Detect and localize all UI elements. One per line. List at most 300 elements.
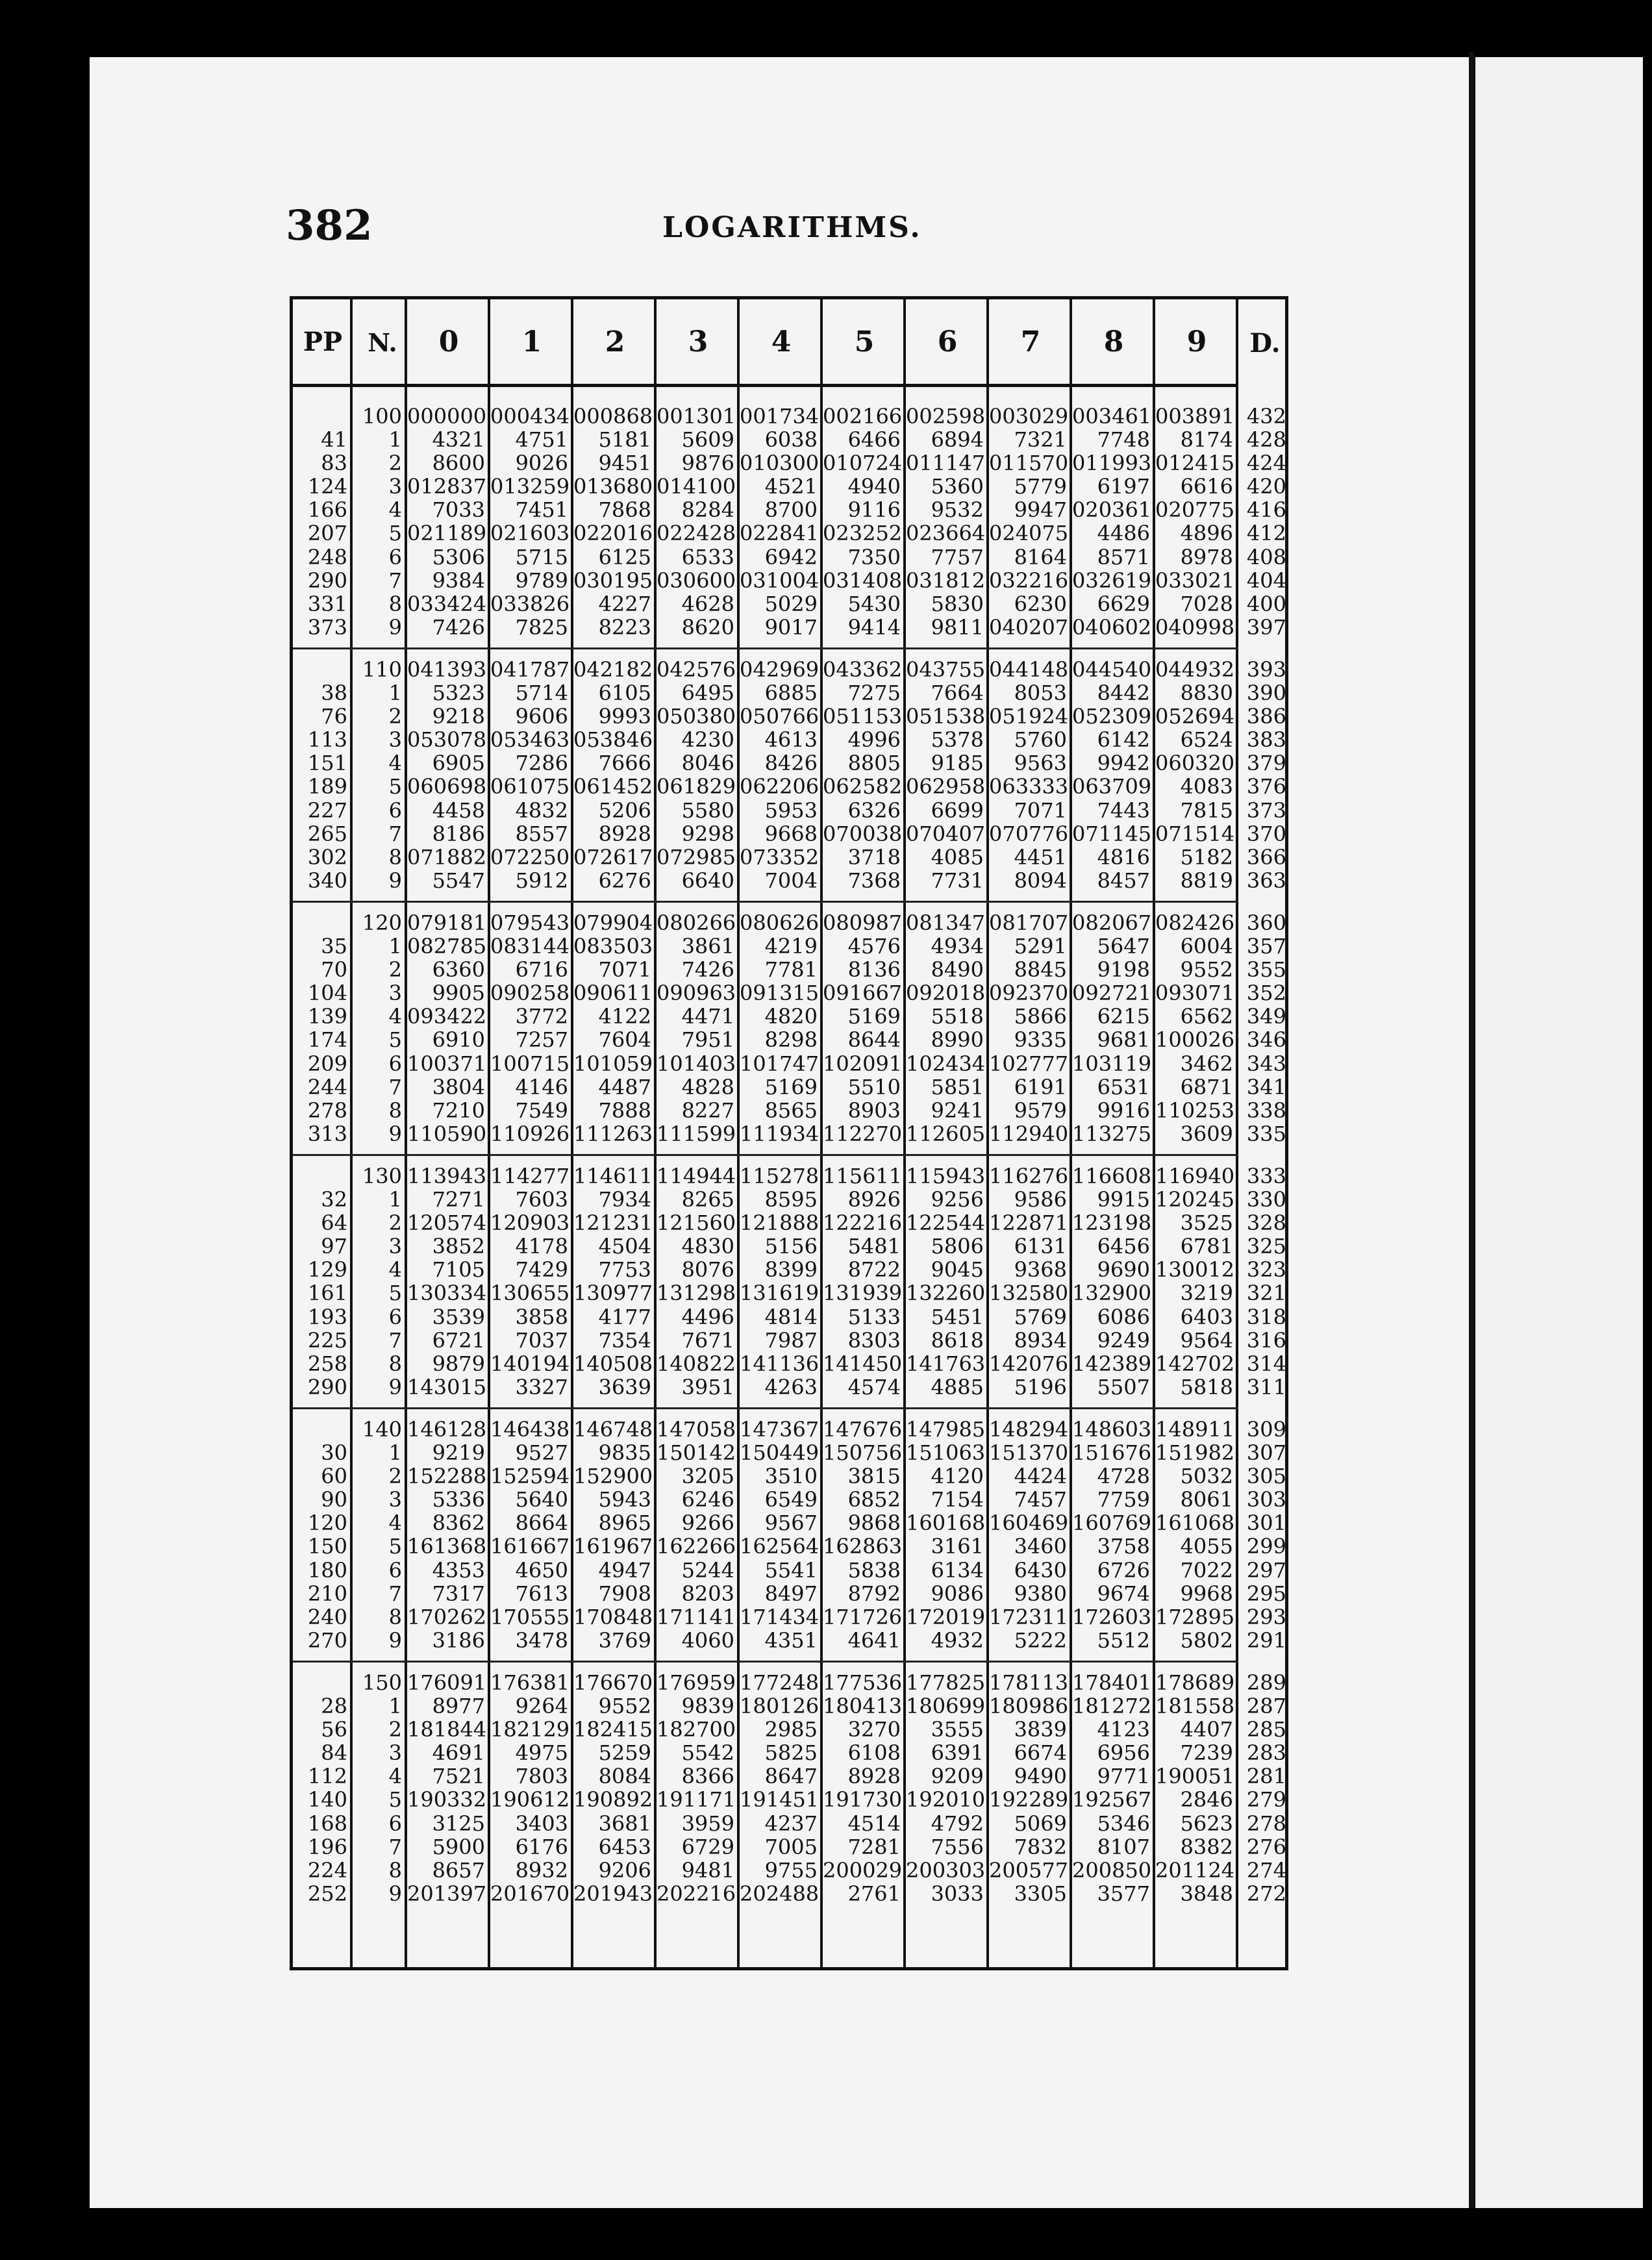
table-cell: 142389: [1072, 1351, 1152, 1376]
table-cell: 8565: [764, 1098, 818, 1123]
table-cell: 2: [388, 1211, 402, 1236]
table-cell: 9298: [681, 821, 734, 846]
table-cell: 177248: [740, 1670, 820, 1695]
header-n: N.: [368, 328, 397, 357]
table-cell: 340: [307, 868, 347, 893]
table-cell: 3848: [1180, 1881, 1233, 1906]
table-cell: 6276: [598, 868, 651, 893]
table-cell: 8600: [432, 451, 485, 476]
table-cell: 343: [1246, 1051, 1286, 1076]
table-cell: 3555: [931, 1717, 984, 1742]
table-cell: 3758: [1097, 1534, 1150, 1559]
table-cell: 83: [321, 451, 347, 476]
table-cell: 7815: [1180, 797, 1233, 823]
table-cell: 7154: [931, 1487, 984, 1513]
pp-column: [295, 1418, 347, 1652]
table-cell: 033826: [490, 591, 570, 616]
table-cell: 323: [1246, 1257, 1286, 1283]
table-cell: 020361: [1072, 497, 1152, 523]
table-cell: 8722: [847, 1257, 901, 1283]
table-cell: 7664: [931, 681, 984, 706]
digit-column-8: [1072, 1164, 1150, 1399]
table-cell: 5900: [432, 1834, 485, 1859]
table-cell: 063709: [1072, 774, 1152, 799]
table-cell: 3205: [681, 1464, 734, 1489]
table-cell: 4353: [432, 1557, 485, 1583]
table-cell: 5: [388, 1281, 402, 1306]
table-cell: 3639: [598, 1374, 651, 1400]
pp-column: [295, 1164, 347, 1399]
digit-column-8: [1072, 658, 1150, 892]
table-cell: 4227: [598, 591, 651, 616]
table-cell: 123198: [1072, 1211, 1152, 1236]
table-cell: 355: [1246, 957, 1286, 983]
n-column: [355, 405, 402, 639]
table-cell: 3219: [1180, 1281, 1233, 1306]
table-cell: 7603: [515, 1187, 568, 1212]
table-cell: 181844: [407, 1717, 487, 1742]
table-cell: 3: [388, 1740, 402, 1766]
table-cell: [295, 658, 347, 681]
table-cell: 331: [307, 591, 347, 616]
table-cell: 76: [321, 704, 347, 729]
table-cell: 4085: [931, 844, 984, 870]
table-cell: 4120: [931, 1464, 984, 1489]
table-cell: 4083: [1180, 774, 1233, 799]
table-cell: 161368: [407, 1534, 487, 1559]
table-cell: 28: [321, 1694, 347, 1719]
table-cell: 3539: [432, 1304, 485, 1329]
table-cell: 092018: [906, 981, 986, 1006]
table-cell: 051924: [989, 704, 1069, 729]
table-cell: 6852: [847, 1487, 901, 1513]
table-cell: 102777: [989, 1051, 1069, 1076]
table-cell: 3525: [1180, 1211, 1233, 1236]
table-cell: 013259: [490, 474, 570, 499]
table-cell: 148603: [1072, 1417, 1152, 1442]
table-cell: 090611: [573, 981, 653, 1006]
table-cell: 7350: [847, 544, 901, 570]
table-cell: 7321: [1014, 427, 1067, 453]
table-cell: 6905: [432, 751, 485, 776]
table-cell: 6: [388, 1811, 402, 1836]
table-cell: 333: [1246, 1164, 1286, 1188]
table-cell: 3804: [432, 1074, 485, 1099]
table-cell: 023252: [823, 521, 903, 546]
block-separator: [293, 1154, 1238, 1156]
table-cell: 9380: [1014, 1581, 1067, 1606]
table-cell: 5222: [1014, 1627, 1067, 1653]
table-cell: 3327: [515, 1374, 568, 1400]
table-cell: 030600: [657, 568, 736, 593]
table-cell: 8: [388, 1604, 402, 1629]
table-cell: 2: [388, 451, 402, 476]
table-cell: 5714: [515, 681, 568, 706]
table-cell: 8805: [847, 751, 901, 776]
table-cell: 079181: [407, 910, 487, 935]
table-cell: 120: [307, 1511, 347, 1536]
digit-column-4: [740, 1671, 818, 1905]
table-cell: 302: [307, 844, 347, 870]
table-cell: 122216: [823, 1211, 903, 1236]
table-cell: 021603: [490, 521, 570, 546]
table-cell: 122544: [906, 1211, 986, 1236]
table-cell: 4: [388, 1764, 402, 1789]
table-cell: 202216: [657, 1881, 736, 1906]
table-cell: 84: [321, 1740, 347, 1766]
table-cell: 191171: [657, 1787, 736, 1813]
table-cell: 3681: [598, 1811, 651, 1836]
table-cell: 432: [1246, 404, 1286, 429]
table-cell: 252: [307, 1881, 347, 1906]
table-cell: 102434: [906, 1051, 986, 1076]
table-cell: 4816: [1097, 844, 1150, 870]
table-cell: 140508: [573, 1351, 653, 1376]
table-cell: 311: [1246, 1374, 1286, 1400]
table-cell: 4940: [847, 474, 901, 499]
table-cell: 5802: [1180, 1627, 1233, 1653]
table-cell: 9579: [1014, 1098, 1067, 1123]
table-cell: 6430: [1014, 1557, 1067, 1583]
table-cell: 9879: [432, 1351, 485, 1376]
table-cell: 38: [321, 681, 347, 706]
table-cell: 063333: [989, 774, 1069, 799]
table-cell: 3: [388, 981, 402, 1006]
table-cell: 8284: [681, 497, 734, 523]
table-cell: 100026: [1155, 1027, 1235, 1053]
table-cell: 210: [307, 1581, 347, 1606]
table-cell: 4: [388, 1004, 402, 1029]
table-cell: 5032: [1180, 1464, 1233, 1489]
table-cell: 9384: [432, 568, 485, 593]
table-cell: 130: [362, 1164, 402, 1188]
table-cell: 5378: [931, 727, 984, 753]
table-cell: 8620: [681, 614, 734, 640]
table-cell: 101059: [573, 1051, 653, 1076]
table-cell: 3478: [515, 1627, 568, 1653]
table-cell: 7443: [1097, 797, 1150, 823]
table-cell: 201397: [407, 1881, 487, 1906]
table-cell: 176091: [407, 1670, 487, 1695]
table-cell: 299: [1246, 1534, 1286, 1559]
table-cell: 6197: [1097, 474, 1150, 499]
pp-column: [295, 911, 347, 1146]
table-cell: 7286: [515, 751, 568, 776]
table-cell: 140: [362, 1417, 402, 1442]
table-cell: 9185: [931, 751, 984, 776]
table-cell: 6453: [598, 1834, 651, 1859]
table-cell: 7: [388, 1074, 402, 1099]
digit-column-2: [573, 911, 651, 1146]
table-cell: 357: [1246, 934, 1286, 959]
table-cell: 5779: [1014, 474, 1067, 499]
table-cell: 7: [388, 821, 402, 846]
table-cell: 9481: [681, 1857, 734, 1883]
table-cell: 129: [307, 1257, 347, 1283]
table-cell: 178689: [1155, 1670, 1235, 1695]
table-cell: 41: [321, 427, 347, 453]
table-cell: 171141: [657, 1604, 736, 1629]
table-cell: 6: [388, 544, 402, 570]
table-cell: 5346: [1097, 1811, 1150, 1836]
table-cell: 080266: [657, 910, 736, 935]
table-cell: 224: [307, 1857, 347, 1883]
table-cell: 316: [1246, 1327, 1286, 1353]
pp-column: [295, 1671, 347, 1905]
table-cell: 8362: [432, 1511, 485, 1536]
table-cell: 161068: [1155, 1511, 1235, 1536]
table-cell: 090963: [657, 981, 736, 1006]
table-cell: 003891: [1155, 404, 1235, 429]
table-cell: 7908: [598, 1581, 651, 1606]
digit-column-4: [740, 1418, 818, 1652]
table-cell: 170848: [573, 1604, 653, 1629]
table-cell: 012415: [1155, 451, 1235, 476]
table-cell: 5360: [931, 474, 984, 499]
table-cell: 5953: [764, 797, 818, 823]
table-cell: 162863: [823, 1534, 903, 1559]
table-cell: 5169: [764, 1074, 818, 1099]
table-cell: 9198: [1097, 957, 1150, 983]
page-number: 382: [286, 201, 373, 250]
table-cell: 6721: [432, 1327, 485, 1353]
table-cell: 416: [1246, 497, 1286, 523]
table-cell: 9876: [681, 451, 734, 476]
digit-column-1: [490, 911, 568, 1146]
table-cell: 5336: [432, 1487, 485, 1513]
table-cell: 7426: [681, 957, 734, 983]
table-cell: 032619: [1072, 568, 1152, 593]
table-cell: 4263: [764, 1374, 818, 1400]
table-block: [293, 1671, 1285, 1906]
table-cell: 1: [388, 1440, 402, 1466]
header-col-1: 1: [521, 325, 542, 358]
table-cell: 151676: [1072, 1440, 1152, 1466]
table-cell: 8203: [681, 1581, 734, 1606]
table-cell: 073352: [740, 844, 820, 870]
table-cell: 116608: [1072, 1164, 1152, 1188]
table-cell: 032216: [989, 568, 1069, 593]
digit-column-5: [823, 911, 901, 1146]
table-cell: 168: [307, 1811, 347, 1836]
table-cell: 8382: [1180, 1834, 1233, 1859]
digit-column-0: [407, 405, 485, 639]
table-cell: 5806: [931, 1234, 984, 1259]
table-cell: 162266: [657, 1534, 736, 1559]
table-cell: 148911: [1155, 1417, 1235, 1442]
digit-column-2: [573, 1671, 651, 1905]
table-cell: 200029: [823, 1857, 903, 1883]
logarithm-table: [290, 296, 1288, 1970]
table-cell: 9: [388, 1627, 402, 1653]
table-cell: 4830: [681, 1234, 734, 1259]
table-cell: 044148: [989, 657, 1069, 682]
table-cell: 9563: [1014, 751, 1067, 776]
digit-column-8: [1072, 911, 1150, 1146]
table-cell: 5481: [847, 1234, 901, 1259]
table-cell: 033424: [407, 591, 487, 616]
table-cell: 4451: [1014, 844, 1067, 870]
table-cell: 9086: [931, 1581, 984, 1606]
table-cell: 7271: [432, 1187, 485, 1212]
table-cell: 100371: [407, 1051, 487, 1076]
table-cell: 150449: [740, 1440, 820, 1466]
table-cell: 9839: [681, 1694, 734, 1719]
table-cell: 152288: [407, 1464, 487, 1489]
table-cell: 3577: [1097, 1881, 1150, 1906]
table-cell: 172311: [989, 1604, 1069, 1629]
table-cell: 330: [1246, 1187, 1286, 1212]
table-cell: 9968: [1180, 1581, 1233, 1606]
table-cell: 7281: [847, 1834, 901, 1859]
table-cell: 190051: [1155, 1764, 1235, 1789]
table-cell: 7317: [432, 1581, 485, 1606]
table-cell: 7888: [598, 1098, 651, 1123]
digit-column-9: [1155, 658, 1233, 892]
table-cell: 4146: [515, 1074, 568, 1099]
table-cell: 370: [1246, 821, 1286, 846]
table-cell: 9218: [432, 704, 485, 729]
table-cell: 050766: [740, 704, 820, 729]
table-cell: 4792: [931, 1811, 984, 1836]
table-cell: 102091: [823, 1051, 903, 1076]
table-cell: 8046: [681, 751, 734, 776]
table-cell: 2: [388, 957, 402, 983]
table-cell: 5518: [931, 1004, 984, 1029]
table-cell: 4424: [1014, 1464, 1067, 1489]
table-cell: 325: [1246, 1234, 1286, 1259]
table-cell: 5818: [1180, 1374, 1233, 1400]
table-cell: 147676: [823, 1417, 903, 1442]
table-cell: 209: [307, 1051, 347, 1076]
table-cell: 022016: [573, 521, 653, 546]
table-cell: 8: [388, 591, 402, 616]
table-cell: 3951: [681, 1374, 734, 1400]
pp-column: [295, 658, 347, 892]
table-cell: 7368: [847, 868, 901, 893]
table-cell: 189: [307, 774, 347, 799]
table-cell: 3852: [432, 1234, 485, 1259]
table-cell: 6004: [1180, 934, 1233, 959]
table-cell: 014100: [657, 474, 736, 499]
table-cell: 3161: [931, 1534, 984, 1559]
digit-column-4: [740, 405, 818, 639]
table-cell: 7: [388, 1581, 402, 1606]
table-cell: 121888: [740, 1211, 820, 1236]
digit-column-1: [490, 1164, 568, 1399]
table-cell: 6495: [681, 681, 734, 706]
table-cell: 8928: [847, 1764, 901, 1789]
table-cell: 281: [1246, 1764, 1286, 1789]
table-cell: 130655: [490, 1281, 570, 1306]
digit-column-8: [1072, 405, 1150, 639]
table-cell: 383: [1246, 727, 1286, 753]
table-cell: 8595: [764, 1187, 818, 1212]
table-cell: 8227: [681, 1098, 734, 1123]
table-cell: 4458: [432, 797, 485, 823]
table-cell: 011993: [1072, 451, 1152, 476]
table-cell: 142702: [1155, 1351, 1235, 1376]
table-cell: 278: [307, 1098, 347, 1123]
table-cell: 172603: [1072, 1604, 1152, 1629]
table-cell: 003029: [989, 404, 1069, 429]
table-cell: 040998: [1155, 614, 1235, 640]
table-cell: 181272: [1072, 1694, 1152, 1719]
table-cell: 283: [1246, 1740, 1286, 1766]
table-cell: 9266: [681, 1511, 734, 1536]
table-cell: 180986: [989, 1694, 1069, 1719]
table-cell: 7753: [598, 1257, 651, 1283]
table-cell: 9552: [598, 1694, 651, 1719]
table-cell: 021189: [407, 521, 487, 546]
table-cell: 373: [1246, 797, 1286, 823]
table-cell: 352: [1246, 981, 1286, 1006]
digit-column-7: [989, 658, 1067, 892]
table-cell: 8298: [764, 1027, 818, 1053]
table-cell: 6562: [1180, 1004, 1233, 1029]
table-cell: 8657: [432, 1857, 485, 1883]
table-cell: 5291: [1014, 934, 1067, 959]
table-cell: 8644: [847, 1027, 901, 1053]
digit-column-0: [407, 1418, 485, 1652]
table-cell: 8053: [1014, 681, 1067, 706]
table-cell: 9586: [1014, 1187, 1067, 1212]
table-cell: 301: [1246, 1511, 1286, 1536]
table-cell: 240: [307, 1604, 347, 1629]
table-cell: 122871: [989, 1211, 1069, 1236]
table-cell: 9116: [847, 497, 901, 523]
table-cell: 114944: [657, 1164, 736, 1188]
table-cell: 061829: [657, 774, 736, 799]
table-cell: 9690: [1097, 1257, 1150, 1283]
table-cell: 376: [1246, 774, 1286, 799]
table-cell: 248: [307, 544, 347, 570]
table-cell: 7748: [1097, 427, 1150, 453]
table-cell: 1: [388, 1694, 402, 1719]
table-cell: 120245: [1155, 1187, 1235, 1212]
table-cell: 151063: [906, 1440, 986, 1466]
table-cell: 8903: [847, 1098, 901, 1123]
table-cell: 3460: [1014, 1534, 1067, 1559]
table-cell: 7: [388, 1327, 402, 1353]
table-cell: 7022: [1180, 1557, 1233, 1583]
table-cell: 000868: [573, 404, 653, 429]
table-cell: 4178: [515, 1234, 568, 1259]
digit-column-9: [1155, 405, 1233, 639]
table-cell: 100715: [490, 1051, 570, 1076]
table-cell: 062206: [740, 774, 820, 799]
table-cell: 031408: [823, 568, 903, 593]
digit-column-5: [823, 1418, 901, 1652]
table-cell: 9942: [1097, 751, 1150, 776]
table-cell: 56: [321, 1717, 347, 1742]
table-cell: 071514: [1155, 821, 1235, 846]
table-cell: 9811: [931, 614, 984, 640]
table-cell: 041787: [490, 657, 570, 682]
table-cell: 200577: [989, 1857, 1069, 1883]
table-cell: 8107: [1097, 1834, 1150, 1859]
digit-column-7: [989, 911, 1067, 1146]
table-cell: 116940: [1155, 1164, 1235, 1188]
table-cell: 4407: [1180, 1717, 1233, 1742]
table-cell: 3305: [1014, 1881, 1067, 1906]
table-cell: 053078: [407, 727, 487, 753]
table-cell: 9532: [931, 497, 984, 523]
table-cell: 6108: [847, 1740, 901, 1766]
header-col-0: 0: [438, 325, 459, 358]
table-cell: 146128: [407, 1417, 487, 1442]
table-cell: 2: [388, 1464, 402, 1489]
